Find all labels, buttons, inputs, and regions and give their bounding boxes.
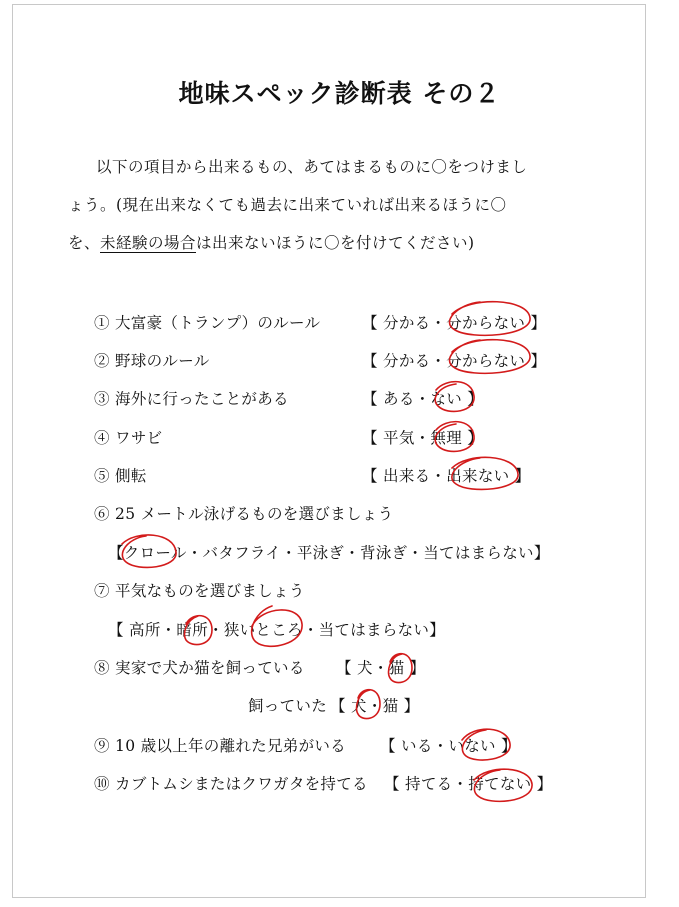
item-options: 【 犬・猫 】 xyxy=(330,697,420,715)
intro-line-1: 以下の項目から出来るもの、あてはまるものに〇をつけまし xyxy=(96,158,528,176)
item-options: 【 高所・暗所・狭いところ・当てはまらない】 xyxy=(108,621,446,639)
item-question: ④ ワサビ xyxy=(94,429,163,447)
item-question: ⑤ 側転 xyxy=(94,467,147,485)
item-options: 【 平気・無理 】 xyxy=(362,429,484,447)
item-options: 【 出来る・出来ない 】 xyxy=(362,467,531,485)
intro-line-3-post: は出来ないほうに〇を付けてください) xyxy=(196,234,475,252)
item-question: ⑨ 10 歳以上年の離れた兄弟がいる xyxy=(94,737,346,755)
item-options: 【 分かる・分からない 】 xyxy=(362,314,547,332)
item-question: ③ 海外に行ったことがある xyxy=(94,390,289,408)
item-question: ⑩ カブトムシまたはクワガタを持てる xyxy=(94,775,368,793)
item-options: 【クロール・バタフライ・平泳ぎ・背泳ぎ・当てはまらない】 xyxy=(108,544,550,562)
item-question: ⑧ 実家で犬か猫を飼っている xyxy=(94,659,305,677)
intro-line-2: ょう。(現在出来なくても過去に出来ていれば出来るほうに〇 xyxy=(68,196,507,214)
item-options: 【 ある・ない 】 xyxy=(362,390,484,408)
item-options: 【 いる・いない 】 xyxy=(380,737,517,755)
item-options: 【 分かる・分からない 】 xyxy=(362,352,547,370)
item-question: 飼っていた xyxy=(248,697,328,715)
intro-underlined-text: 未経験の場合 xyxy=(100,234,197,252)
item-question: ⑦ 平気なものを選びましょう xyxy=(94,582,305,600)
page-title: 地味スペック診断表 その２ xyxy=(178,79,501,108)
intro-line-3 xyxy=(68,231,548,253)
item-question: ⑥ 25 メートル泳げるものを選びましょう xyxy=(94,505,394,523)
item-options: 【 持てる・持てない 】 xyxy=(384,775,553,793)
intro-line-3-pre: を、 xyxy=(68,234,101,252)
item-options: 【 犬・猫 】 xyxy=(336,659,426,677)
item-question: ② 野球のルール xyxy=(94,352,210,370)
item-question: ① 大富豪（トランプ）のルール xyxy=(94,314,321,332)
document-page xyxy=(12,4,646,898)
